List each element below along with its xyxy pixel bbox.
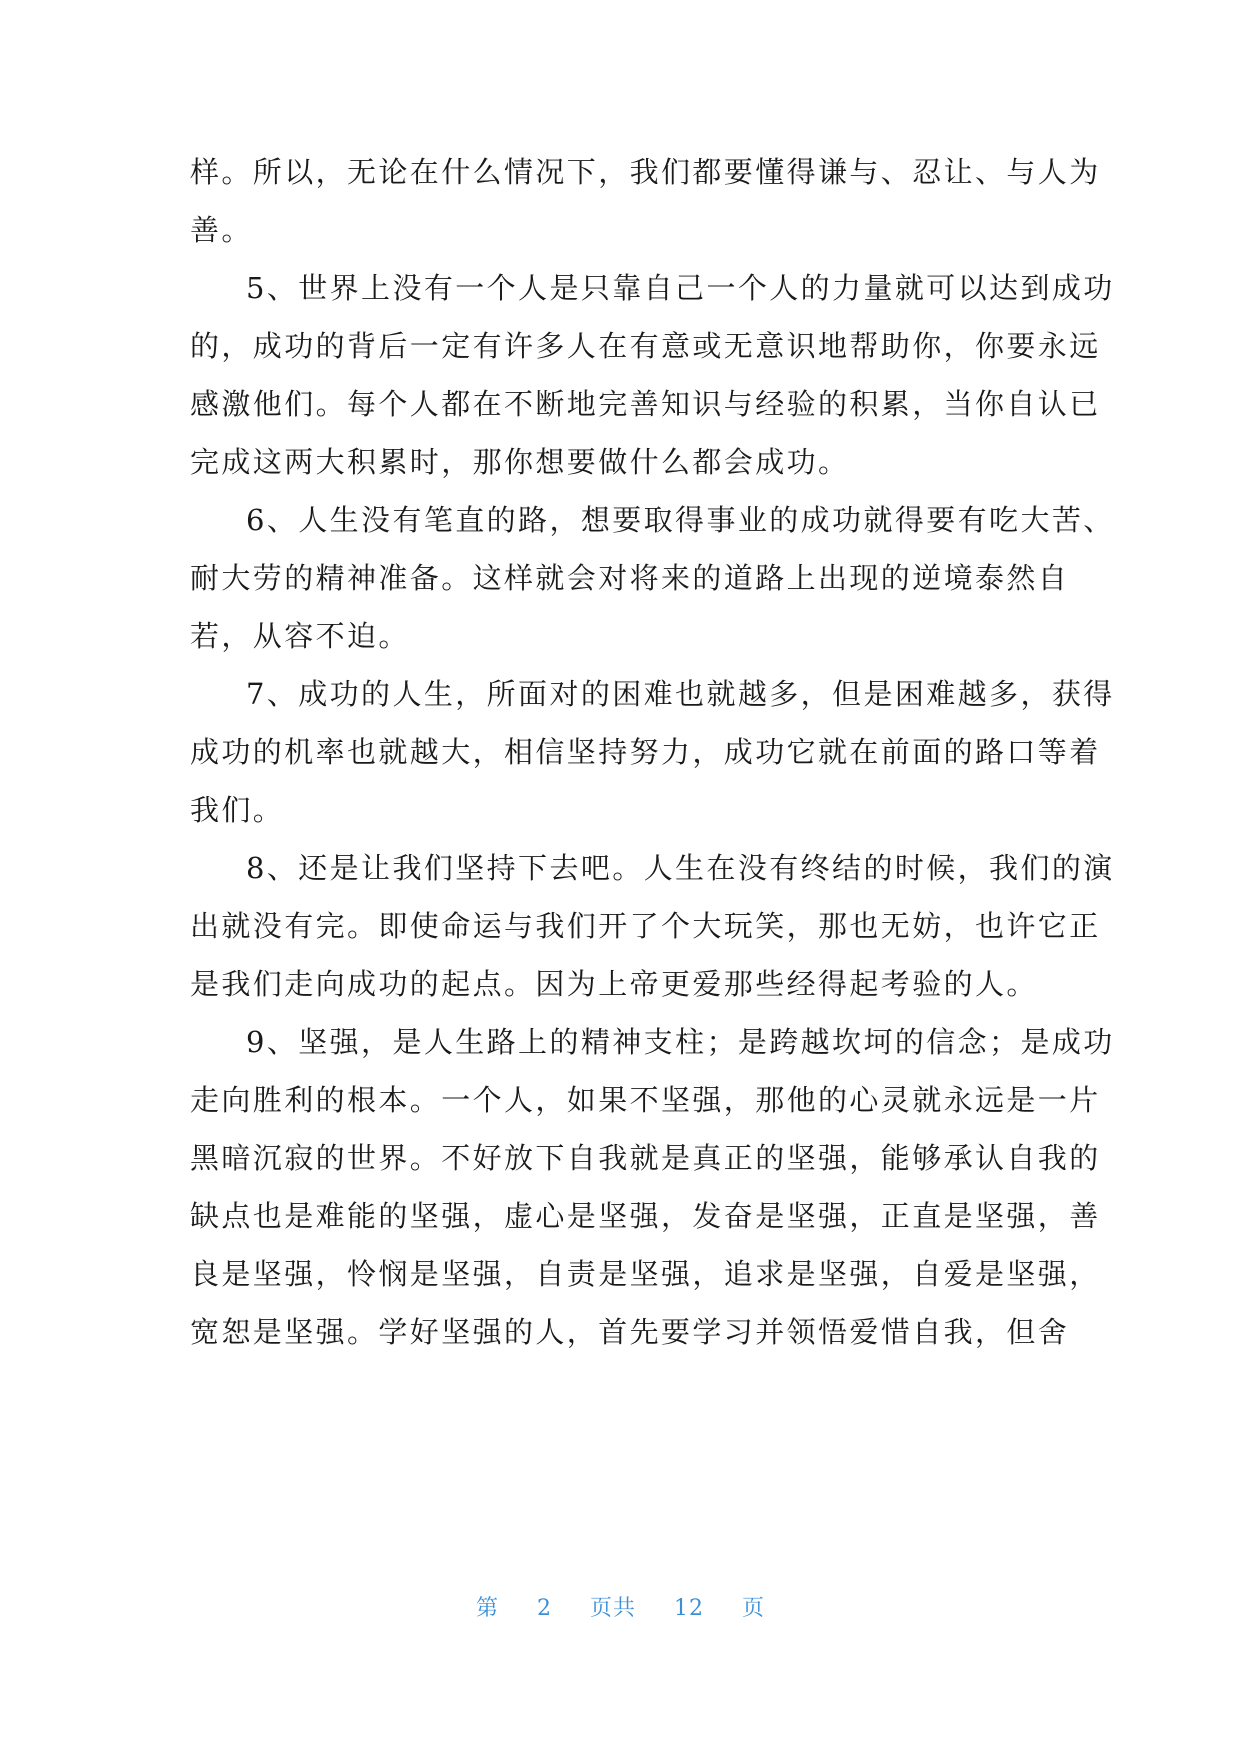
footer-middle: 页共 [589, 1596, 636, 1621]
paragraph-line: 样。所以，无论在什么情况下，我们都要懂得谦与、忍让、与人为 [190, 155, 1101, 189]
paragraph-line: 出就没有完。即使命运与我们开了个大玩笑，那也无妨，也许它正 [190, 909, 1101, 943]
paragraph-line: 善。 [190, 213, 253, 247]
paragraph-line: 6、人生没有笔直的路，想要取得事业的成功就得要有吃大苦、 [246, 503, 1115, 537]
paragraph-line: 缺点也是难能的坚强，虚心是坚强，发奋是坚强，正直是坚强，善 [190, 1199, 1101, 1233]
paragraph-line: 黑暗沉寂的世界。不好放下自我就是真正的坚强，能够承认自我的 [190, 1141, 1101, 1175]
footer-suffix: 页 [742, 1596, 766, 1621]
paragraph-line: 完成这两大积累时，那你想要做什么都会成功。 [190, 445, 850, 479]
footer-current-page: 2 [536, 1596, 552, 1621]
paragraph-line: 9、坚强，是人生路上的精神支柱；是跨越坎坷的信念；是成功 [246, 1025, 1115, 1059]
paragraph-line: 成功的机率也就越大，相信坚持努力，成功它就在前面的路口等着 [190, 735, 1101, 769]
paragraph-line: 8、还是让我们坚持下去吧。人生在没有终结的时候，我们的演 [246, 851, 1115, 885]
paragraph-line: 是我们走向成功的起点。因为上帝更爱那些经得起考验的人。 [190, 967, 1038, 1001]
paragraph-line: 我们。 [190, 793, 285, 827]
page-footer [0, 1594, 1241, 1624]
paragraph-line: 7、成功的人生，所面对的困难也就越多，但是困难越多，获得 [246, 677, 1115, 711]
footer-total-pages: 12 [674, 1596, 704, 1621]
footer-prefix: 第 [475, 1596, 499, 1621]
paragraph-line: 若，从容不迫。 [190, 619, 410, 653]
paragraph-line: 耐大劳的精神准备。这样就会对将来的道路上出现的逆境泰然自 [190, 561, 1070, 595]
paragraph-line: 5、世界上没有一个人是只靠自己一个人的力量就可以达到成功 [246, 271, 1115, 305]
paragraph-line: 走向胜利的根本。一个人，如果不坚强，那他的心灵就永远是一片 [190, 1083, 1101, 1117]
paragraph-line: 感激他们。每个人都在不断地完善知识与经验的积累，当你自认已 [190, 387, 1101, 421]
paragraph-line: 宽恕是坚强。学好坚强的人，首先要学习并领悟爱惜自我，但舍 [190, 1315, 1070, 1349]
paragraph-line: 良是坚强，怜悯是坚强，自责是坚强，追求是坚强，自爱是坚强， [190, 1257, 1101, 1291]
paragraph-line: 的，成功的背后一定有许多人在有意或无意识地帮助你，你要永远 [190, 329, 1101, 363]
